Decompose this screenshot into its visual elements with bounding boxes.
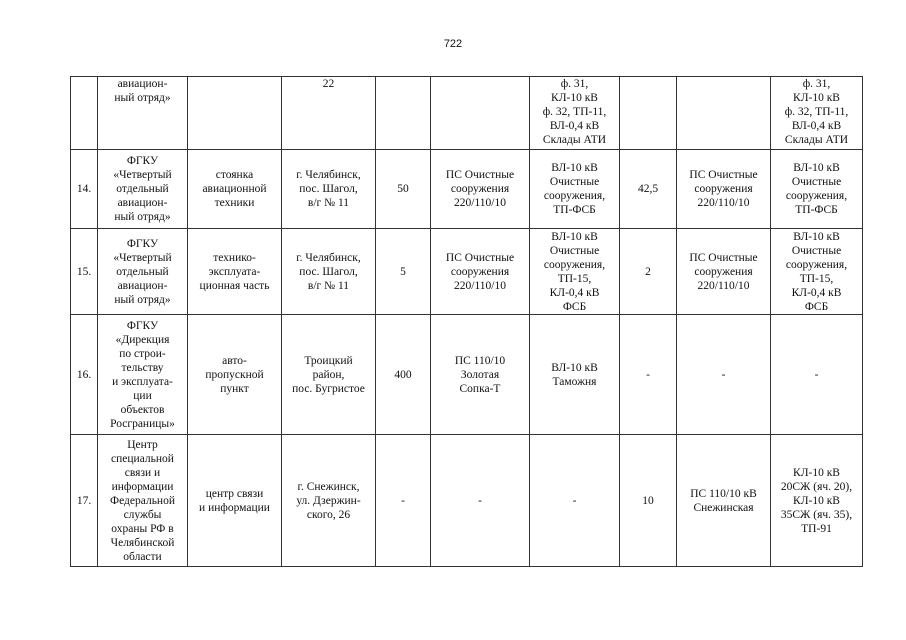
- organization-cell: ФГКУ «Четвертый отдельный авиацион- ный отряд»: [98, 150, 188, 229]
- address-cell: г. Челябинск, пос. Шагол, в/г № 11: [282, 150, 376, 229]
- organization-cell: авиацион- ный отряд»: [98, 77, 188, 150]
- power-cell: 400: [376, 315, 431, 435]
- address-cell: Троицкий район, пос. Бугристое: [282, 315, 376, 435]
- substation-cell: -: [431, 435, 530, 567]
- table-row: [71, 435, 863, 567]
- substation2-cell: ПС Очистные сооружения 220/110/10: [677, 229, 771, 315]
- substation-cell: ПС Очистные сооружения 220/110/10: [431, 150, 530, 229]
- address-cell: 22: [282, 77, 376, 150]
- table-row: [71, 315, 863, 435]
- organization-cell: ФГКУ «Четвертый отдельный авиацион- ный отряд»: [98, 229, 188, 315]
- organization-cell: Центр специальной связи и информации Федеральной службы охраны РФ в Челябинской области: [98, 435, 188, 567]
- power-cell: 50: [376, 150, 431, 229]
- data-table: [70, 76, 863, 567]
- address-cell: г. Челябинск, пос. Шагол, в/г № 11: [282, 229, 376, 315]
- line-cell: ВЛ-10 кВ Очистные сооружения, ТП-15, КЛ-0,4 кВ ФСБ: [530, 229, 620, 315]
- power2-cell: [620, 77, 677, 150]
- power2-cell: 10: [620, 435, 677, 567]
- line2-cell: КЛ-10 кВ 20СЖ (яч. 20), КЛ-10 кВ 35СЖ (яч. 35), ТП-91: [771, 435, 863, 567]
- row-number-cell: 15.: [71, 229, 98, 315]
- address-cell: г. Снежинск, ул. Дзержин- ского, 26: [282, 435, 376, 567]
- power-cell: 5: [376, 229, 431, 315]
- object-cell: технико- эксплуата- ционная часть: [188, 229, 282, 315]
- table-row: [71, 229, 863, 315]
- line2-cell: ВЛ-10 кВ Очистные сооружения, ТП-15, КЛ-0,4 кВ ФСБ: [771, 229, 863, 315]
- power2-cell: 42,5: [620, 150, 677, 229]
- line2-cell: ф. 31, КЛ-10 кВ ф. 32, ТП-11, ВЛ-0,4 кВ Склады АТИ: [771, 77, 863, 150]
- power2-cell: -: [620, 315, 677, 435]
- power-cell: [376, 77, 431, 150]
- organization-cell: ФГКУ «Дирекция по строи- тельству и эксплуата- ции объектов Росграницы»: [98, 315, 188, 435]
- line2-cell: ВЛ-10 кВ Очистные сооружения, ТП-ФСБ: [771, 150, 863, 229]
- line-cell: ВЛ-10 кВ Таможня: [530, 315, 620, 435]
- line-cell: -: [530, 435, 620, 567]
- line-cell: ВЛ-10 кВ Очистные сооружения, ТП-ФСБ: [530, 150, 620, 229]
- power2-cell: 2: [620, 229, 677, 315]
- substation2-cell: [677, 77, 771, 150]
- object-cell: авто- пропускной пункт: [188, 315, 282, 435]
- line2-cell: -: [771, 315, 863, 435]
- row-number-cell: [71, 77, 98, 150]
- table-row: [71, 77, 863, 150]
- line-cell: ф. 31, КЛ-10 кВ ф. 32, ТП-11, ВЛ-0,4 кВ Склады АТИ: [530, 77, 620, 150]
- page-number: 722: [443, 38, 463, 50]
- object-cell: стоянка авиационной техники: [188, 150, 282, 229]
- substation2-cell: ПС Очистные сооружения 220/110/10: [677, 150, 771, 229]
- row-number-cell: 17.: [71, 435, 98, 567]
- object-cell: [188, 77, 282, 150]
- row-number-cell: 16.: [71, 315, 98, 435]
- substation-cell: ПС 110/10 Золотая Сопка-Т: [431, 315, 530, 435]
- substation-cell: [431, 77, 530, 150]
- row-number-cell: 14.: [71, 150, 98, 229]
- object-cell: центр связи и информации: [188, 435, 282, 567]
- substation2-cell: -: [677, 315, 771, 435]
- power-cell: -: [376, 435, 431, 567]
- table-row: [71, 150, 863, 229]
- substation-cell: ПС Очистные сооружения 220/110/10: [431, 229, 530, 315]
- substation2-cell: ПС 110/10 кВ Снежинская: [677, 435, 771, 567]
